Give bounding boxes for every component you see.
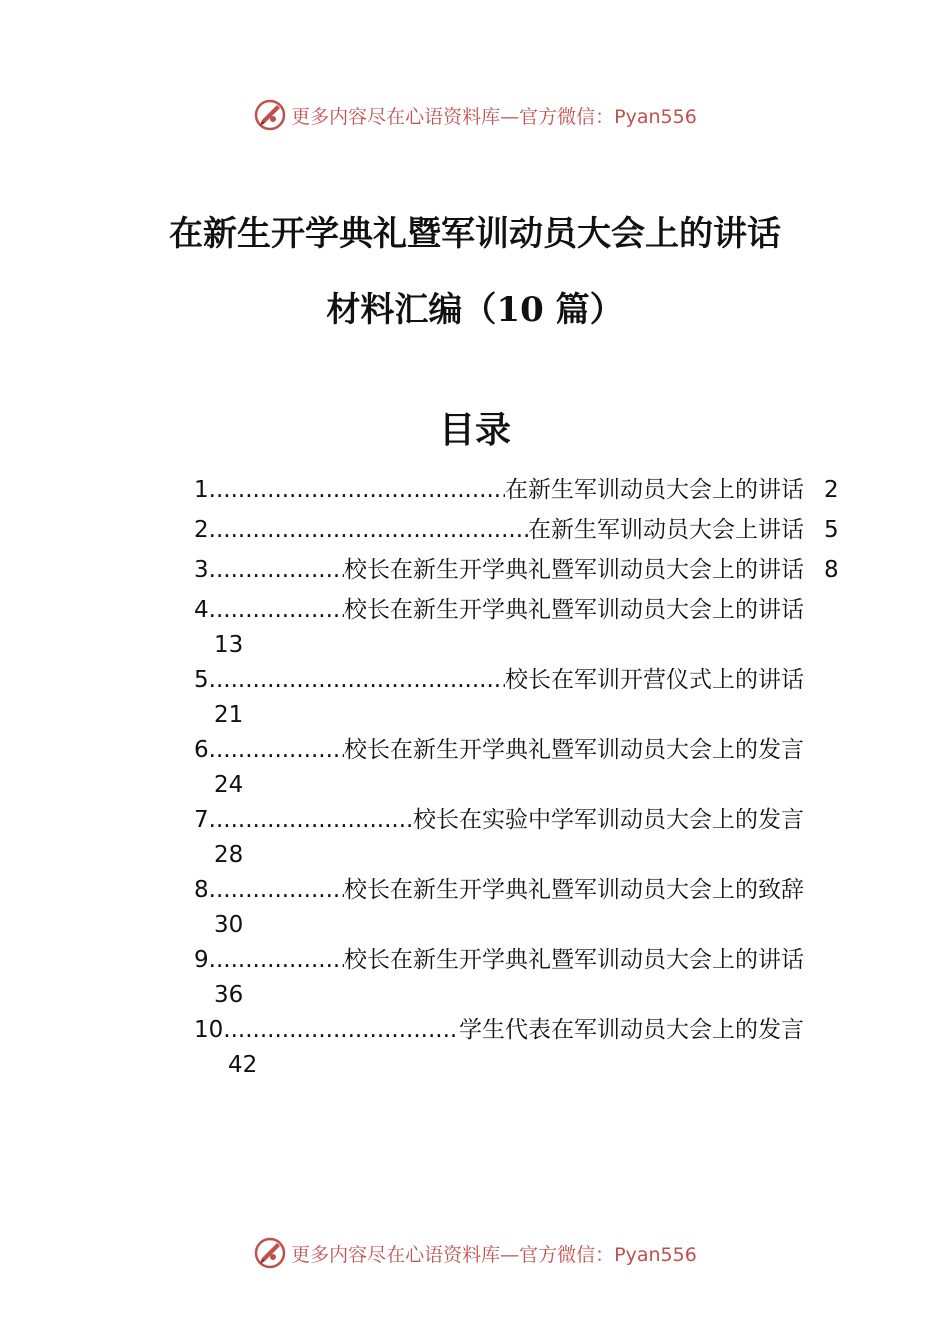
toc-item-title: 学生代表在军训动员大会上的发言	[459, 1017, 804, 1043]
toc-leader-dots	[209, 510, 528, 550]
toc-item-3[interactable]	[194, 550, 854, 590]
toc-item-1[interactable]	[194, 470, 854, 510]
toc-item-number: 1	[194, 477, 209, 503]
toc-item-page: 13	[214, 632, 244, 658]
toc-item-title: 在新生军训动员大会上讲话	[528, 517, 804, 543]
toc-item-number: 5	[194, 667, 209, 693]
toc-leader-dots	[209, 940, 344, 980]
toc-item-6[interactable]	[194, 730, 854, 800]
toc-item-number: 7	[194, 807, 209, 833]
wechat-id: Pyan556	[614, 105, 697, 128]
toc-item-number: 3	[194, 557, 209, 583]
toc-item-page: 2	[824, 477, 839, 503]
wechat-id: Pyan556	[614, 1243, 697, 1266]
toc-leader-dots	[209, 590, 344, 630]
toc-item-number: 6	[194, 737, 209, 763]
toc-item-10[interactable]	[194, 1010, 854, 1080]
toc-item-page: 30	[214, 912, 244, 938]
toc-item-title: 校长在新生开学典礼暨军训动员大会上的致辞	[344, 877, 804, 903]
document-title-line-1: 在新生开学典礼暨军训动员大会上的讲话	[169, 214, 781, 254]
toc-leader-dots	[209, 660, 505, 700]
toc-item-7[interactable]	[194, 800, 854, 870]
toc-leader-dots	[209, 870, 344, 910]
toc-item-title: 校长在军训开营仪式上的讲话	[505, 667, 804, 693]
pen-logo-icon	[253, 98, 287, 132]
toc-item-title: 在新生军训动员大会上的讲话	[505, 477, 804, 503]
toc-item-number: 10	[194, 1017, 224, 1043]
toc-leader-dots	[209, 800, 413, 840]
toc-item-title: 校长在新生开学典礼暨军训动员大会上的讲话	[344, 557, 804, 583]
toc-item-4[interactable]	[194, 590, 854, 660]
toc-leader-dots	[209, 550, 344, 590]
toc-leader-dots	[223, 1010, 459, 1050]
pen-logo-icon	[253, 1236, 287, 1270]
toc-item-page: 5	[824, 517, 839, 543]
toc-item-number: 2	[194, 517, 209, 543]
toc-item-title: 校长在实验中学军训动员大会上的发言	[413, 807, 804, 833]
toc-item-page: 24	[214, 772, 244, 798]
document-title-line-2: 材料汇编（10 篇）	[326, 290, 624, 330]
toc-item-page: 28	[214, 842, 244, 868]
toc-item-8[interactable]	[194, 870, 854, 940]
toc-item-title: 校长在新生开学典礼暨军训动员大会上的讲话	[344, 947, 804, 973]
toc-item-title: 校长在新生开学典礼暨军训动员大会上的发言	[344, 737, 804, 763]
toc-leader-dots	[209, 730, 344, 770]
toc-leader-dots	[209, 470, 505, 510]
footer-banner	[0, 1233, 950, 1273]
toc-item-title: 校长在新生开学典礼暨军训动员大会上的讲话	[344, 597, 804, 623]
toc-item-page: 8	[824, 557, 839, 583]
toc-item-page: 36	[214, 982, 244, 1008]
toc-item-number: 4	[194, 597, 209, 623]
table-of-contents	[194, 470, 854, 1080]
toc-item-number: 9	[194, 947, 209, 973]
toc-item-page: 21	[214, 702, 244, 728]
toc-item-2[interactable]	[194, 510, 854, 550]
toc-item-page: 42	[228, 1052, 258, 1078]
banner-text: 更多内容尽在心语资料库—官方微信：Pyan556	[291, 1243, 697, 1266]
banner-text: 更多内容尽在心语资料库—官方微信：Pyan556	[291, 105, 697, 128]
toc-item-5[interactable]	[194, 660, 854, 730]
toc-item-9[interactable]	[194, 940, 854, 1010]
toc-item-number: 8	[194, 877, 209, 903]
toc-heading: 目录	[438, 409, 511, 451]
header-banner	[0, 95, 950, 135]
